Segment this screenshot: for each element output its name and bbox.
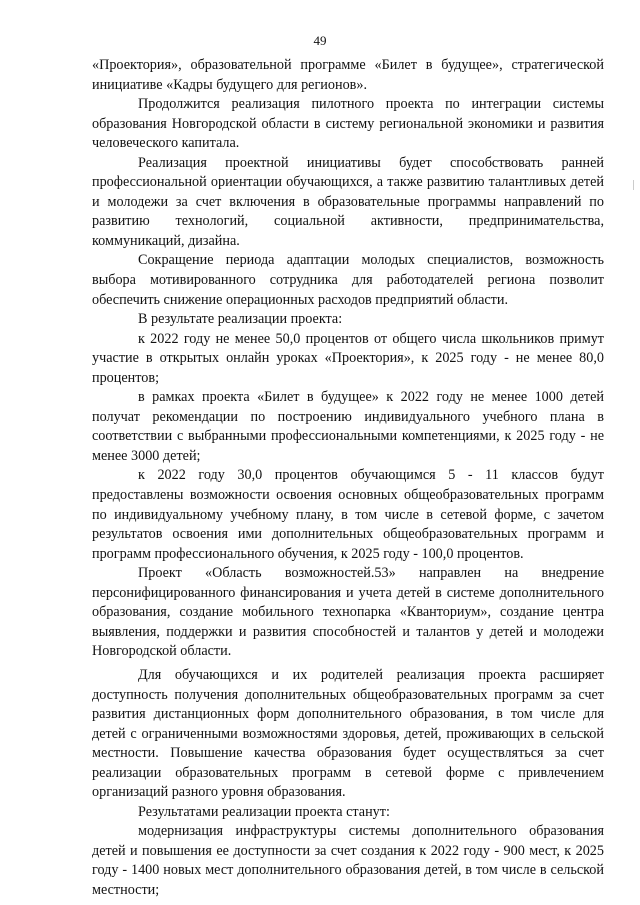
paragraph-results-heading: Результатами реализации проекта станут: — [138, 803, 390, 820]
paragraph-infrastructure-modernization: модернизация инфраструктуры системы дополнительного образования детей и повышения ее доступности за счет создания к 2022 году - 900 мест, к 2025 году - 1400 новых мест дополнительного образования детей, в том числе в сельской местности; — [92, 823, 604, 898]
paragraph-region-of-opportunities: Проект «Область возможностей.53» направлен на внедрение персонифицированного финансирования и учета детей в системе дополнительного образования, создание мобильного технопарка «Кванториум», создание центра выявления, поддержки и развития способностей и талантов у детей и молодежи Новгородской области. — [92, 565, 604, 660]
paragraph-pilot-project: Продолжится реализация пилотного проекта по интеграции системы образования Новгородской области в систему региональной экономики и развития человеческого капитала. — [92, 96, 604, 152]
paragraph-project-initiative: Реализация проектной инициативы будет способствовать ранней профессиональной ориентации обучающихся, а также развитию талантливых детей и молодежи за счет включения в образовательные программы направлений по развитию технологий, социальной активности, предпринимательства, коммуникаций, дизайна. — [92, 154, 604, 249]
paragraph-result-proektoria: к 2022 году не менее 50,0 процентов от общего числа школьников примут участие в открытых онлайн уроках «Проектория», к 2025 году - не менее 80,0 процентов; — [92, 330, 604, 386]
paragraph-adaptation-period: Сокращение периода адаптации молодых специалистов, возможность выбора мотивированного сотрудника для работодателей региона позволит обеспечить снижение операционных расходов предприятий области. — [92, 252, 604, 308]
paragraph-results-intro: В результате реализации проекта: — [138, 311, 343, 328]
document-body — [92, 56, 604, 901]
paragraph-accessibility: Для обучающихся и их родителей реализация проекта расширяет доступность получения дополнительных общеобразовательных программ за счет развития дистанционных форм дополнительного образования, в том числе для детей с ограниченными возможностями здоровья, детей, проживающих в сельской местности. Повышение качества образования будет осуществляться за счет реализации образовательных программ в сетевой форме с привлечением организаций разного уровня образования. — [92, 666, 604, 801]
paragraph-result-ticket-to-future: в рамках проекта «Билет в будущее» к 2022 году не менее 1000 детей получат рекомендации по построению индивидуального учебного плана в соответствии с выбранными профессиональными компетенциями, к 2025 году - не менее 3000 детей; — [92, 389, 604, 464]
page-number: 49 — [313, 33, 327, 48]
paragraph-continuation: «Проектория», образовательной программе «Билет в будущее», стратегической инициативе «Кадры будущего для регионов». — [92, 57, 604, 93]
scan-edge-mark — [633, 180, 634, 190]
paragraph-result-individual-plan: к 2022 году 30,0 процентов обучающимся 5 - 11 классов будут предоставлены возможности освоения основных общеобразовательных программ по индивидуальному учебному плану, в том числе в сетевой форме, с зачетом результатов освоения ими дополнительных общеобразовательных программ и программ профессионального обучения, к 2025 году - 100,0 процентов. — [92, 467, 604, 562]
